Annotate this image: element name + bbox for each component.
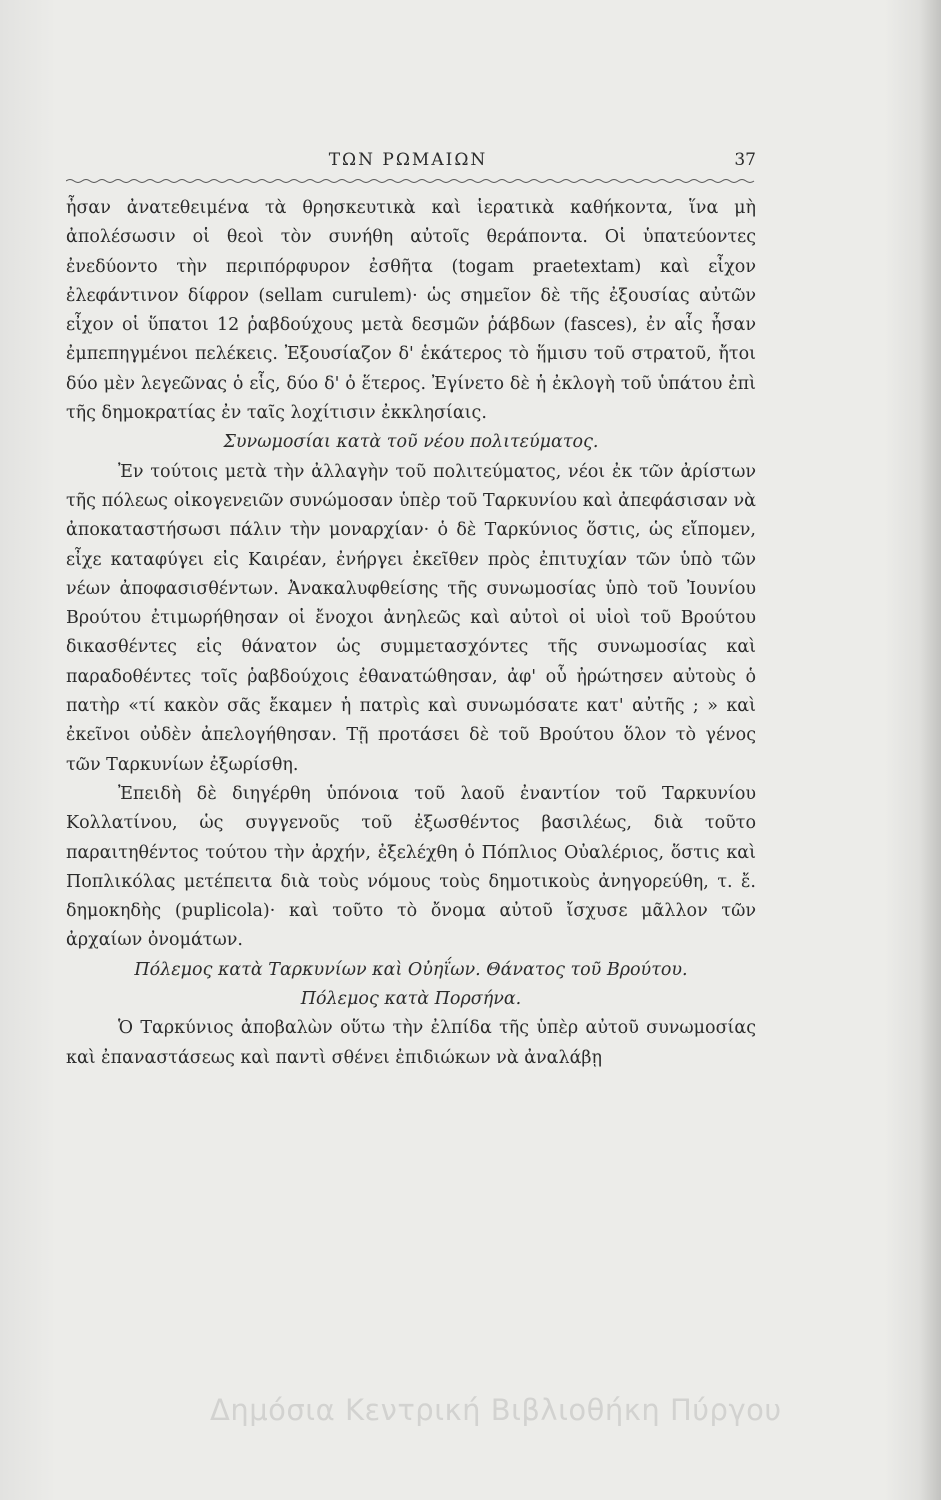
section3-heading-line1: Πόλεμος κατὰ Ταρκυνίων καὶ Οὐηΐων. Θάνατος τοῦ Βρούτου. — [134, 959, 688, 980]
section2-heading: Συνωμοσίαι κατὰ τοῦ νέου πολιτεύματος. — [223, 432, 599, 453]
page-number: 37 — [734, 150, 756, 170]
book-spine-shadow — [919, 0, 941, 1500]
page-body — [66, 194, 756, 1073]
section2-paragraph: Ἐν τούτοις μετὰ τὴν ἀλλαγὴν τοῦ πολιτεύματος, νέοι ἐκ τῶν ἀρίστων τῆς πόλεως οἰκογενειῶν συνώμοσαν ὑπὲρ τοῦ Ταρκυνίου καὶ ἀπεφάσισαν νὰ ἀποκαταστήσωσι πάλιν τὴν μοναρχίαν· ὁ δὲ Ταρκύνιος ὅστις, ὡς εἴπομεν, εἶχε καταφύγει εἰς Καιρέαν, ἐνήργει ἐκεῖθεν πρὸς ἐπιτυχίαν τῶν ὑπὸ τῶν νέων ἀποφασισθέντων. Ἀνακαλυφθείσης τῆς συνωμοσίας ὑπὸ τοῦ Ἰουνίου Βρούτου ἐτιμωρήθησαν οἱ ἔνοχοι ἀνηλεῶς καὶ αὐτοὶ οἱ υἱοὶ τοῦ Βρούτου δικασθέντες εἰς θάνατον ὡς συμμετασχόντες τῆς συνωμοσίας καὶ παραδοθέντες τοῖς ῥαβδούχοις ἐθανατώθησαν, ἀφ' οὗ ἠρώτησεν αὐτοὺς ὁ πατὴρ «τί κακὸν σᾶς ἔκαμεν ἡ πατρὶς καὶ συνωμόσατε κατ' αὐτῆς ; » καὶ ἐκεῖνοι οὐδὲν ἀπελογήθησαν. Τῇ προτάσει δὲ τοῦ Βρούτου ὅλον τὸ γένος τῶν Ταρκυνίων ἐξωρίσθη. — [66, 461, 756, 775]
page-header — [60, 150, 756, 180]
section3-paragraph: Ὁ Ταρκύνιος ἀποβαλὼν οὕτω τὴν ἐλπίδα τῆς ὑπὲρ αὐτοῦ συνωμοσίας καὶ ἐπαναστάσεως καὶ παντὶ σθένει ἐπιδιώκων νὰ ἀναλάβῃ — [66, 1018, 756, 1068]
decorative-wavy-rule — [66, 178, 756, 184]
section3-heading-line2: Πόλεμος κατὰ Πορσήνα. — [300, 989, 522, 1010]
running-title: ΤΩΝ ΡΩΜΑΙΩΝ — [328, 150, 488, 170]
section2-paragraph2: Ἐπειδὴ δὲ διηγέρθη ὑπόνοια τοῦ λαοῦ ἐναντίον τοῦ Ταρκυνίου Κολλατίνου, ὡς συγγενοῦς τοῦ ἐξωσθέντος βασιλέως, διὰ τοῦτο παραιτηθέντος τούτου τὴν ἀρχήν, ἐξελέχθη ὁ Πόπλιος Οὐαλέριος, ὅστις καὶ Ποπλικόλας μετέπειτα διὰ τοὺς νόμους τοὺς δημοτικοὺς ἀνηγορεύθη, τ. ἔ. δημοκηδὴς (puplicola)· καὶ τοῦτο τὸ ὄνομα αὐτοῦ ἴσχυσε μᾶλλον τῶν ἀρχαίων ὀνομάτων. — [66, 783, 756, 951]
library-watermark: Δημόσια Κεντρική Βιβλιοθήκη Πύργου — [210, 1393, 782, 1427]
section1-paragraph: ἦσαν ἀνατεθειμένα τὰ θρησκευτικὰ καὶ ἱερατικὰ καθήκοντα, ἵνα μὴ ἀπολέσωσιν οἱ θεοὶ τὸν συνήθη αὐτοῖς θεράποντα. Οἱ ὑπατεύοντες ἐνεδύοντο τὴν περιπόρφυρον ἐσθῆτα (togam praetextam) καὶ εἶχον ἐλεφάντινον δίφρον (sellam curulem)· ὡς σημεῖον δὲ τῆς ἐξουσίας αὐτῶν εἶχον οἱ ὕπατοι 12 ῥαβδούχους μετὰ δεσμῶν ῥάβδων (fasces), ἐν αἷς ἦσαν ἐμπεπηγμένοι πελέκεις. Ἐξουσίαζον δ' ἑκάτερος τὸ ἥμισυ τοῦ στρατοῦ, ἤτοι δύο μὲν λεγεῶνας ὁ εἷς, δύο δ' ὁ ἕτερος. Ἐγίνετο δὲ ἡ ἐκλογὴ τοῦ ὑπάτου ἐπὶ τῆς δημοκρατίας ἐν ταῖς λοχίτισιν ἐκκλησίαις. — [66, 198, 756, 424]
